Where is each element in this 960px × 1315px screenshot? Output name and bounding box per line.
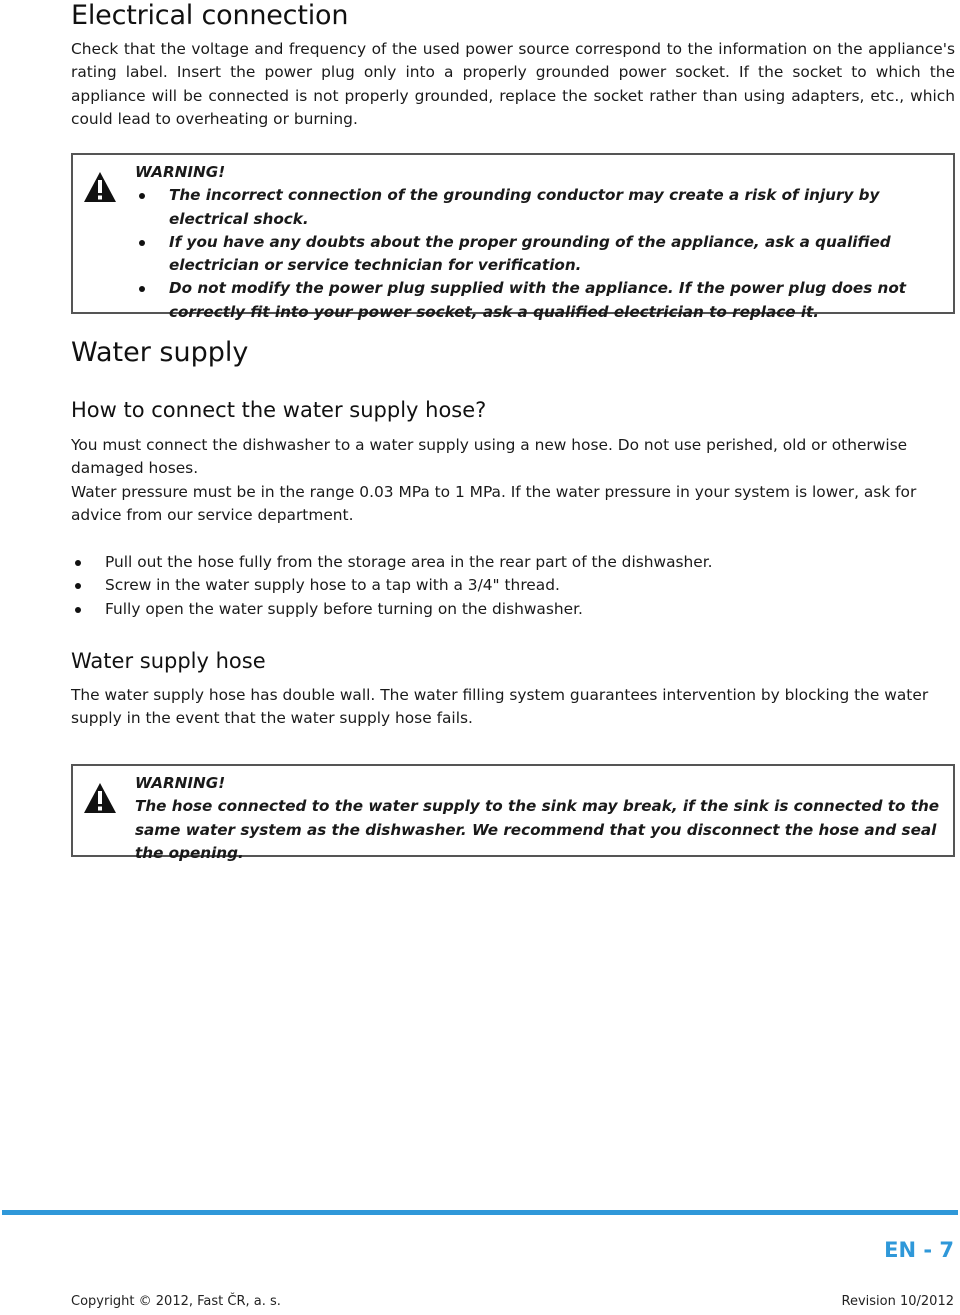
hose-warning-title: WARNING! — [135, 774, 226, 792]
hose-warning-box — [71, 764, 955, 862]
step-item: Fully open the water supply before turning on the dishwasher. — [71, 598, 955, 621]
electrical-warning-box — [71, 153, 955, 321]
step-item: Screw in the water supply hose to a tap with a 3/4" thread. — [71, 574, 955, 597]
water-supply-paragraph-1: You must connect the dishwasher to a water supply using a new hose. Do not use perished, old or otherwise damaged hoses. — [71, 436, 908, 478]
water-supply-hose-heading: Water supply hose — [71, 649, 266, 673]
electrical-warning-list — [135, 184, 947, 324]
step-item: Pull out the hose fully from the storage area in the rear part of the dishwasher. — [71, 551, 955, 574]
warning-triangle-icon — [83, 782, 117, 818]
water-supply-paragraph-2: Water pressure must be in the range 0.03 MPa to 1 MPa. If the water pressure in your system is lower, ask for advice from our service department. — [71, 483, 917, 525]
hose-warning-content — [135, 772, 947, 865]
water-supply-hose-paragraph: The water supply hose has double wall. The water filling system guarantees intervention by blocking the water supply in the event that the water supply hose fails. — [71, 686, 929, 728]
water-supply-heading: Water supply — [71, 337, 249, 368]
warning-list-item: Do not modify the power plug supplied with the appliance. If the power plug does not correctly fit into your power socket, ask a qualified electrician to replace it. — [135, 277, 947, 324]
electrical-connection-heading: Electrical connection — [71, 0, 349, 31]
hose-warning-text: The hose connected to the water supply to the sink may break, if the sink is connected to the same water system as the dishwasher. We recommend that you disconnect the hose and seal the opening. — [135, 797, 940, 862]
warning-list-item: If you have any doubts about the proper grounding of the appliance, ask a qualified electrician or service technician for verification. — [135, 231, 947, 278]
connect-hose-subheading: How to connect the water supply hose? — [71, 398, 487, 422]
copyright-text: Copyright © 2012, Fast ČR, a. s. — [71, 1294, 281, 1309]
water-supply-steps — [71, 551, 955, 621]
page-number: EN - 7 — [884, 1238, 954, 1262]
warning-list-item: The incorrect connection of the grounding conductor may create a risk of injury by electrical shock. — [135, 184, 947, 231]
electrical-warning-content — [135, 161, 947, 324]
revision-text: Revision 10/2012 — [841, 1294, 954, 1309]
electrical-connection-paragraph: Check that the voltage and frequency of the used power source correspond to the information on the appliance's rating label. Insert the power plug only into a properly grounded power socket. If the socket to which the appliance will be connected is not properly grounded, replace the socket rather than using adapters, etc., which could lead to overheating or burning. — [71, 40, 955, 128]
electrical-warning-title: WARNING! — [135, 163, 226, 181]
footer-rule — [2, 1210, 958, 1215]
warning-triangle-icon — [83, 171, 117, 207]
